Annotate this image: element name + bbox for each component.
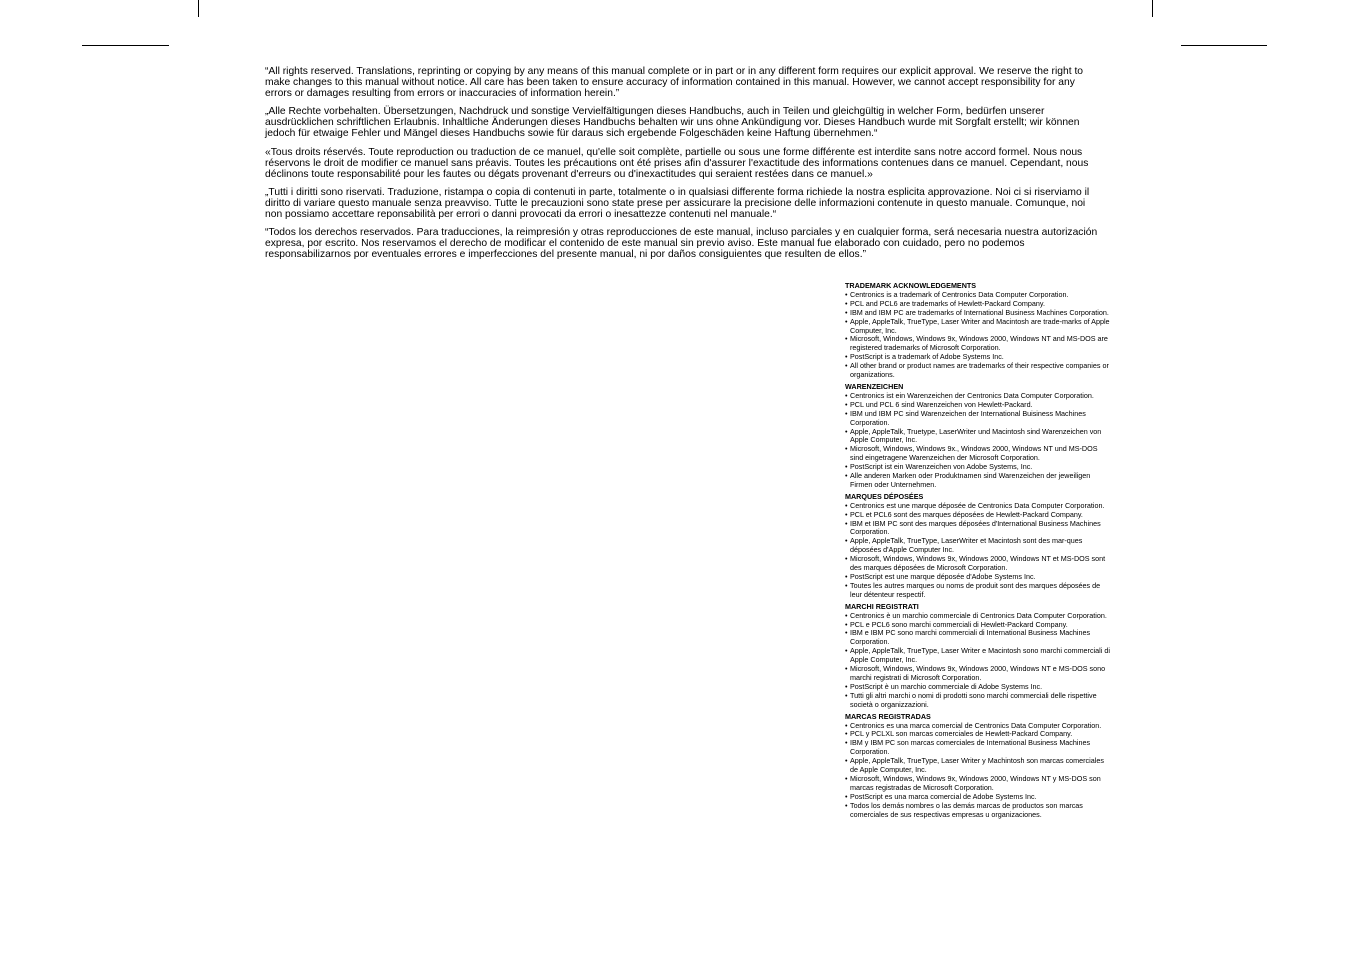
crop-mark-top-right	[1152, 0, 1153, 17]
trademark-item: • Microsoft, Windows, Windows 9x, Windows 2000, Windows NT and MS-DOS are registered trademarks of Microsoft Corporation.	[845, 335, 1111, 353]
notice-italian: „Tutti i diritti sono riservati. Traduzione, ristampa o copia di contenuti in parte, totalmente o in qualsiasi differente forma richiede la nostra esplicita approvazione. Noi ci si riserviamo il diritto di variare questo manuale senza preavviso. Tutte le precauzioni sono state prese per assicurare la precisione delle informazioni contenute in questo manuale. Comunque, noi non possiamo accettare reponsabilità per errori o danni provocati da errori o inesattezze contenuti nel manuale.“	[265, 186, 1090, 221]
trademark-heading: TRADEMARK ACKNOWLEDGEMENTS	[845, 281, 977, 290]
trademark-item: • Todos los demás nombres o las demás marcas de productos son marcas comerciales de sus respectivas empresas u organizaciones.	[845, 802, 1111, 820]
trademark-item: • Microsoft, Windows, Windows 9x, Windows 2000, Windows NT et MS-DOS sont des marques déposées de Microsoft Corporation.	[845, 555, 1111, 573]
trademark-heading: MARCAS REGISTRADAS	[845, 711, 931, 721]
trademark-item: • PostScript est une marque déposée d'Adobe Systems Inc.	[845, 573, 1111, 582]
trademark-item: • PCL et PCL6 sont des marques déposées de Hewlett-Packard Company.	[845, 511, 1111, 520]
trademark-section-italian	[845, 603, 1111, 710]
trademark-item: • Alle anderen Marken oder Produktnamen sind Warenzeichen der jeweiligen Firmen oder Unternehmen.	[845, 472, 1111, 490]
trademark-item: • Centronics es una marca comercial de Centronics Data Computer Corporation.	[845, 722, 1111, 731]
trademark-item: • IBM und IBM PC sind Warenzeichen der International Buisiness Machines Corporation.	[845, 410, 1111, 428]
trademark-section-german	[845, 383, 1111, 490]
notice-english: “All rights reserved. Translations, reprinting or copying by any means of this manual complete or in part or in any different form requires our explicit approval. We reserve the right to make changes to this manual without notice. All care has been taken to ensure accuracy of information contained in this manual. However, we cannot accept responsibility for any errors or damages resulting from errors or inaccuracies of information herein.”	[265, 66, 1084, 100]
notice-german: „Alle Rechte vorbehalten. Übersetzungen, Nachdruck und sonstige Vervielfältigungen dieses Handbuchs, auch in Teilen und gleichgültig in welcher Form, bedürfen unserer ausdrücklichen schriftlichen Erlaubnis. Inhaltliche Änderungen dieses Handbuchs behalten wir uns ohne Ankündigung vor. Dieses Handbuch wurde mit Sorgfalt erstellt; wir können jedoch für etwaige Fehler und Mängel dieses Handbuchs sowie für daraus sich ergebende Folgeschäden keine Haftung übernehmen.“	[265, 106, 1080, 140]
trademark-heading: MARQUES DÉPOSÉES	[845, 491, 924, 501]
trademark-item: • Microsoft, Windows, Windows 9x, Windows 2000, Windows NT y MS-DOS son marcas registradas de Microsoft Corporation.	[845, 775, 1111, 793]
trademark-item: • Microsoft, Windows, Windows 9x, Windows 2000, Windows NT e MS-DOS sono marchi registrati di Microsoft Corporation.	[845, 665, 1111, 683]
trademark-section-french	[845, 493, 1111, 600]
trademark-acknowledgements	[845, 282, 1111, 822]
trademark-item: • Apple, AppleTalk, TrueType, Laser Writer e Macintosh sono marchi commerciali di Apple Computer, Inc.	[845, 647, 1111, 665]
trademark-item: • Centronics is a trademark of Centronics Data Computer Corporation.	[845, 291, 1111, 300]
trademark-section-english	[845, 282, 1111, 380]
trademark-heading: WARENZEICHEN	[845, 381, 904, 391]
trademark-item: • PCL y PCLXL son marcas comerciales de Hewlett-Packard Company.	[845, 730, 1111, 739]
trademark-item: • Apple, AppleTalk, Truetype, LaserWriter und Macintosh sind Warenzeichen von Apple Computer, Inc.	[845, 428, 1111, 446]
trademark-item: • All other brand or product names are trademarks of their respective companies or organizations.	[845, 362, 1111, 380]
trademark-item: • Centronics est une marque déposée de Centronics Data Computer Corporation.	[845, 502, 1111, 511]
trademark-item: • IBM y IBM PC son marcas comerciales de International Business Machines Corporation.	[845, 739, 1111, 757]
notice-french: «Tous droits réservés. Toute reproduction ou traduction de ce manuel, qu'elle soit complète, partielle ou sous une forme différente est interdite sans notre accord formel. Nous nous réservons le droit de modifier ce manuel sans préavis. Toutes les précautions ont été prises afin d'assurer l'exactitude des informations contenues dans ce manuel. Cependant, nous déclinons toute responsabilité pour les fautes ou dégats provenant d'erreurs ou d'inexactitudes qui seraient restées dans ce manuel.»	[265, 146, 1089, 180]
trademark-item: • Toutes les autres marques ou noms de produit sont des marques déposées de leur détenteur respectif.	[845, 582, 1111, 600]
trademark-item: • Apple, AppleTalk, TrueType, Laser Writer and Macintosh are trade-marks of Apple Computer, Inc.	[845, 318, 1111, 336]
trademark-item: • PostScript è un marchio commerciale di Adobe Systems Inc.	[845, 683, 1111, 692]
copyright-notices	[265, 66, 1101, 267]
trademark-section-spanish	[845, 713, 1111, 820]
trademark-list	[845, 722, 1111, 820]
crop-mark-right	[1181, 45, 1267, 46]
trademark-item: • Apple, AppleTalk, TrueType, Laser Writer y Machintosh son marcas comerciales de Apple Computer, Inc.	[845, 757, 1111, 775]
trademark-item: • PCL e PCL6 sono marchi commerciali di Hewlett-Packard Company.	[845, 621, 1111, 630]
crop-mark-top-left	[198, 0, 199, 17]
trademark-list	[845, 291, 1111, 380]
trademark-item: • IBM et IBM PC sont des marques déposées d'International Business Machines Corporation.	[845, 520, 1111, 538]
trademark-item: • Centronics ist ein Warenzeichen der Centronics Data Computer Corporation.	[845, 392, 1111, 401]
trademark-item: • IBM e IBM PC sono marchi commerciali di International Business Machines Corporation.	[845, 629, 1111, 647]
trademark-item: • PCL and PCL6 are trademarks of Hewlett-Packard Company.	[845, 300, 1111, 309]
trademark-list	[845, 502, 1111, 600]
trademark-item: • PostScript ist ein Warenzeichen von Adobe Systems, Inc.	[845, 463, 1111, 472]
trademark-item: • PostScript es una marca comercial de Adobe Systems Inc.	[845, 793, 1111, 802]
trademark-item: • Microsoft, Windows, Windows 9x., Windows 2000, Windows NT und MS-DOS sind eingetragene Warenzeichen der Microsoft Corporation.	[845, 445, 1111, 463]
trademark-item: • PostScript is a trademark of Adobe Systems Inc.	[845, 353, 1111, 362]
trademark-item: • Apple, AppleTalk, TrueType, LaserWriter et Macintosh sont des mar-ques déposées d'Apple Computer Inc.	[845, 537, 1111, 555]
trademark-item: • Tutti gli altri marchi o nomi di prodotti sono marchi commerciali delle rispettive società o organizzazioni.	[845, 692, 1111, 710]
trademark-item: • Centronics è un marchio commerciale di Centronics Data Computer Corporation.	[845, 612, 1111, 621]
crop-mark-left	[82, 45, 169, 46]
trademark-item: • PCL und PCL 6 sind Warenzeichen von Hewlett-Packard.	[845, 401, 1111, 410]
trademark-list	[845, 392, 1111, 490]
notice-spanish: “Todos los derechos reservados. Para traducciones, la reimpresión y otras reproducciones de este manual, incluso parciales y en cualquier forma, será necesaria nuestra autorización expresa, por escrito. Nos reservamos el derecho de modificar el contenido de este manual sin previo aviso. Este manual fue elaborado con cuidado, pero no podemos responsabilizarnos por eventuales errores e imperfecciones del presente manual, ni por daños consiguientes que resulten de ellos.”	[265, 227, 1098, 261]
trademark-item: • IBM and IBM PC are trademarks of International Business Machines Corporation.	[845, 309, 1111, 318]
trademark-heading: MARCHI REGISTRATI	[845, 601, 919, 611]
trademark-list	[845, 612, 1111, 710]
